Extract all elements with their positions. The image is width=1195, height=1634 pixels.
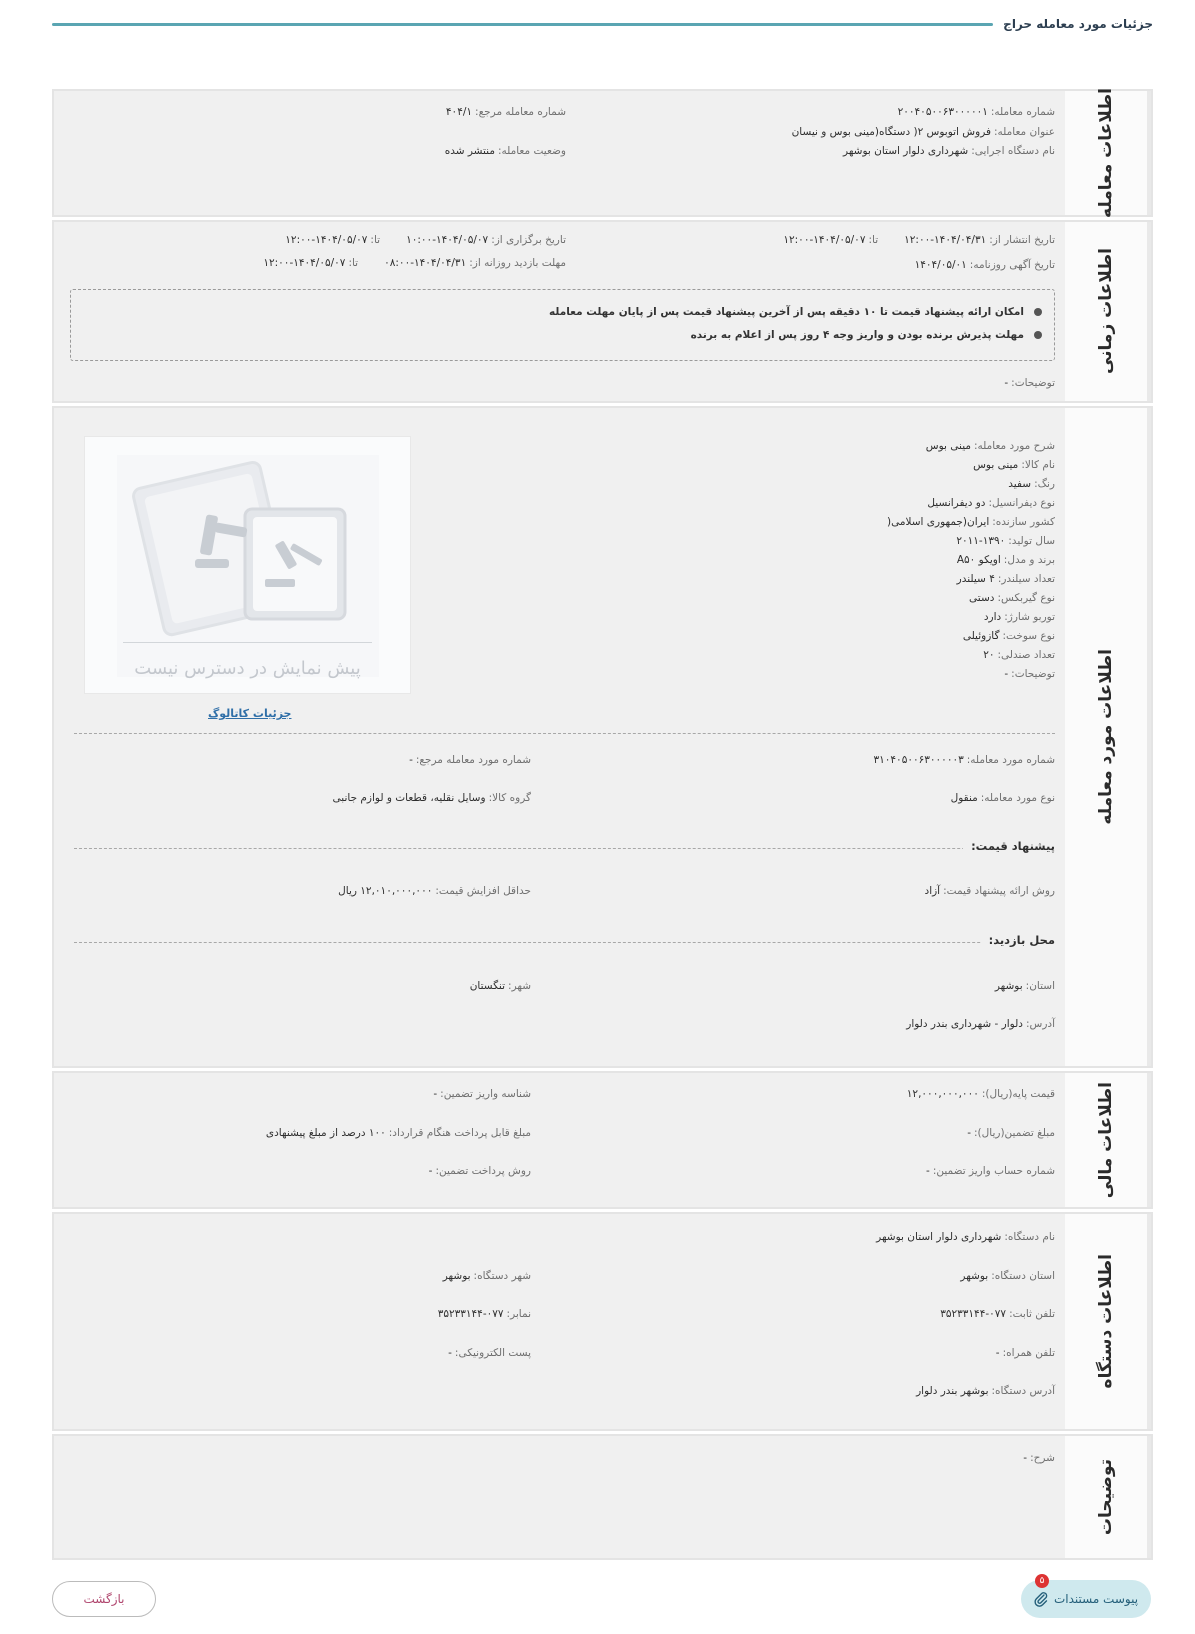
description-field: شرح:- <box>1023 1452 1055 1464</box>
back-button[interactable]: بازگشت <box>52 1581 156 1617</box>
spec-row: نوع دیفرانسیل:دو دیفرانسیل <box>927 497 1055 509</box>
deal-title-field: عنوان معامله:فروش اتوبوس ۲( دستگاه(مینی بوس و نیسان <box>791 126 1055 138</box>
visit-place-divider <box>74 942 1055 943</box>
min-increase-field: حداقل افزایش قیمت:۱۲,۰۱۰,۰۰۰,۰۰۰ ریال <box>338 885 531 897</box>
time-desc-field: توضیحات:- <box>1004 377 1055 389</box>
guarantee-pay-method-field: روش پرداخت تضمین:- <box>428 1165 531 1177</box>
header-rule <box>52 23 993 26</box>
description-section <box>52 1434 1153 1560</box>
finance-info-section <box>52 1071 1153 1209</box>
spec-row: توضیحات:- <box>1004 668 1055 680</box>
visit-province-field: استان:بوشهر <box>994 980 1055 992</box>
guarantee-account-field: شماره حساب واریز تضمین:- <box>926 1165 1055 1177</box>
deal-info-side-title: اطلاعات معامله <box>1065 91 1151 215</box>
item-divider <box>74 733 1055 734</box>
attachment-count-badge: ۵ <box>1035 1574 1049 1588</box>
note-item: امکان ارائه پیشنهاد قیمت تا ۱۰ دقیقه پس از آخرین پیشنهاد قیمت پس از پایان مهلت معامله <box>549 306 1042 318</box>
catalog-preview <box>84 436 411 694</box>
org-phone-field: تلفن ثابت:۰۷۷-۳۵۲۳۳۱۴۴ <box>940 1308 1055 1320</box>
preview-divider <box>123 642 372 643</box>
deal-number-field: شماره معامله:۲۰۰۴۰۵۰۰۶۳۰۰۰۰۰۱ <box>897 106 1055 118</box>
paperclip-icon <box>1034 1591 1048 1607</box>
visit-city-field: شهر:تنگستان <box>469 980 531 992</box>
visit-address-field: آدرس:دلوار - شهرداری بندر دلوار <box>906 1018 1055 1030</box>
guarantee-id-field: شناسه واریز تضمین:- <box>433 1088 531 1100</box>
deal-status-field: وضعیت معامله:منتشر شده <box>444 145 566 157</box>
item-type-field: نوع مورد معامله:منقول <box>950 792 1055 804</box>
item-group-field: گروه کالا:وسایل نقلیه، قطعات و لوازم جانبی <box>332 792 531 804</box>
spec-row: تعداد سیلندر:۴ سیلندر <box>956 573 1055 585</box>
note-item: مهلت پذیرش برنده بودن و واریز وجه ۴ روز پس از اعلام به برنده <box>691 329 1042 341</box>
preview-unavailable-text: پیش نمایش در دسترس نیست <box>134 658 361 679</box>
org-mobile-field: تلفن همراه:- <box>995 1347 1055 1359</box>
attach-documents-button[interactable] <box>1021 1576 1151 1618</box>
price-offer-divider <box>74 848 1055 849</box>
item-info-section <box>52 406 1153 1068</box>
org-name-field: نام دستگاه:شهرداری دلوار استان بوشهر <box>876 1231 1055 1243</box>
offer-method-field: روش ارائه پیشنهاد قیمت:آزاد <box>924 885 1055 897</box>
bullet-icon <box>1034 331 1042 339</box>
auction-gavel-icon <box>85 437 412 695</box>
notes-box <box>70 289 1055 361</box>
ref-number-field: شماره معامله مرجع:۴۰۴/۱ <box>445 106 566 118</box>
deal-info-section <box>52 89 1153 217</box>
org-province-field: استان دستگاه:بوشهر <box>960 1270 1055 1282</box>
org-fax-field: نمابر:۰۷۷-۳۵۲۳۳۱۴۴ <box>437 1308 531 1320</box>
finance-info-side-title: اطلاعات مالی <box>1065 1073 1151 1207</box>
spec-row: رنگ:سفید <box>1008 478 1055 490</box>
hold-date-field: تاریخ برگزاری از:۱۴۰۴/۰۵/۰۷-۱۰:۰۰تا:۱۴۰۴/۰۵/۰۷-۱۲:۰۰ <box>285 234 566 246</box>
spec-row: توربو شارژ:دارد <box>983 611 1055 623</box>
ref-item-field: شماره مورد معامله مرجع:- <box>409 754 531 766</box>
payable-field: مبلغ قابل پرداخت هنگام قرارداد:۱۰۰ درصد از مبلغ پیشنهادی <box>265 1127 531 1139</box>
time-info-section <box>52 220 1153 403</box>
org-info-side-title: اطلاعات دستگاه <box>1065 1214 1151 1429</box>
spec-row: سال تولید:۱۳۹۰-۲۰۱۱ <box>956 535 1055 547</box>
spec-row: نوع گیربکس:دستی <box>969 592 1055 604</box>
page-header <box>52 14 1153 34</box>
org-email-field: پست الکترونیکی:- <box>448 1347 531 1359</box>
item-info-side-title: اطلاعات مورد معامله <box>1065 408 1151 1066</box>
item-number-field: شماره مورد معامله:۳۱۰۴۰۵۰۰۶۳۰۰۰۰۰۳ <box>873 754 1055 766</box>
org-info-section <box>52 1212 1153 1431</box>
spec-row: تعداد صندلی:۲۰ <box>983 649 1055 661</box>
description-side-title: توضیحات <box>1065 1436 1151 1558</box>
guarantee-amount-field: مبلغ تضمین(ریال):- <box>967 1127 1055 1139</box>
bullet-icon <box>1034 308 1042 316</box>
executor-field: نام دستگاه اجرایی:شهرداری دلوار استان بوشهر <box>843 145 1055 157</box>
price-offer-heading: پیشنهاد قیمت: <box>963 839 1055 853</box>
org-address-field: آدرس دستگاه:بوشهر بندر دلوار <box>916 1385 1055 1397</box>
visit-place-heading: محل بازدید: <box>981 933 1055 947</box>
publish-date-field: تاریخ انتشار از:۱۴۰۴/۰۴/۳۱-۱۲:۰۰تا:۱۴۰۴/۰۵/۰۷-۱۲:۰۰ <box>783 234 1055 246</box>
spec-row: نوع سوخت:گازوئیلی <box>962 630 1055 642</box>
catalog-details-link[interactable]: جزئیات کاتالوگ <box>208 707 292 720</box>
visit-time-field: مهلت بازدید روزانه از:۱۴۰۴/۰۴/۳۱-۰۸:۰۰تا:۱۴۰۴/۰۵/۰۷-۱۲:۰۰ <box>263 257 566 269</box>
spec-row: نام کالا:مینی بوس <box>973 459 1055 471</box>
spec-row: برند و مدل:اویکو A۵۰ <box>956 554 1055 566</box>
newspaper-date-field: تاریخ آگهی روزنامه:۱۴۰۴/۰۵/۰۱ <box>914 259 1055 271</box>
attach-label: پیوست مستندات <box>1053 1592 1139 1606</box>
base-price-field: قیمت پایه(ریال):۱۲,۰۰۰,۰۰۰,۰۰۰ <box>906 1088 1055 1100</box>
time-info-side-title: اطلاعات زمانی <box>1065 222 1151 401</box>
org-city-field: شهر دستگاه:بوشهر <box>442 1270 531 1282</box>
page-title: جزئیات مورد معامله حراج <box>1003 17 1153 31</box>
spec-row: کشور سازنده:ایران(جمهوری اسلامی( <box>886 516 1055 528</box>
spec-row: شرح مورد معامله:مینی بوس <box>925 440 1055 452</box>
